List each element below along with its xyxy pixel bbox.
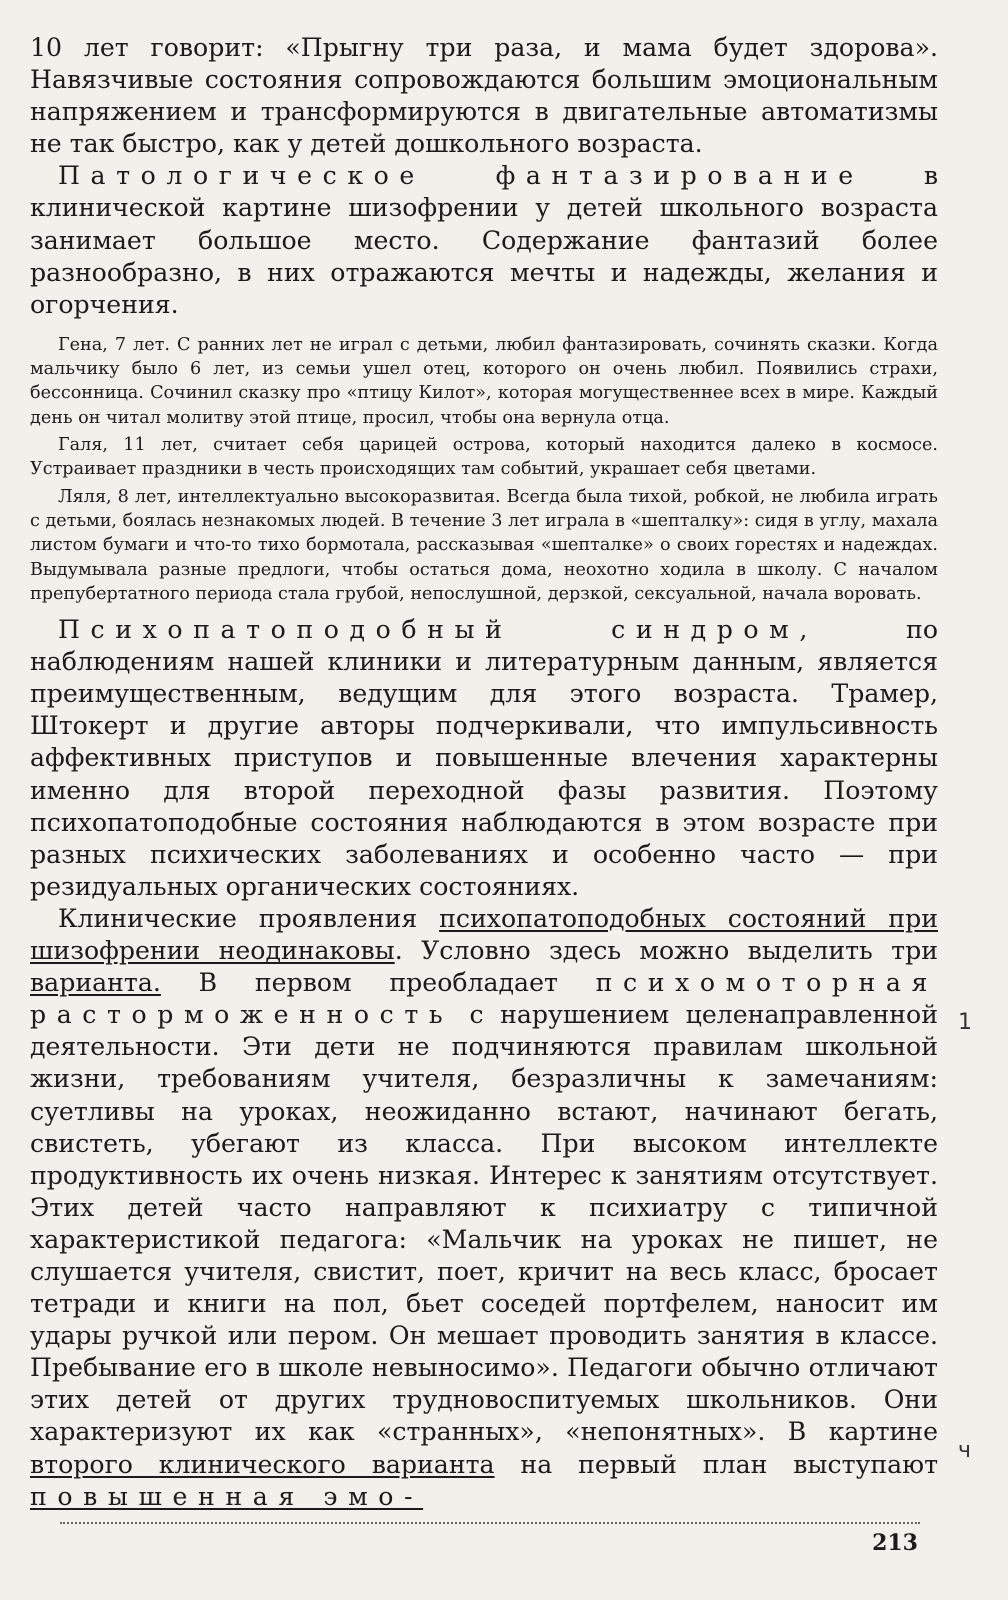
- paragraph-fantasizing-text: в клинической картине шизофрении у детей школьного возраста занимает большое место. Содержание фантазий более разнообразно, в них отражаются мечты и надежды, желания и огорчения.: [30, 161, 939, 319]
- paragraph-continuation: 10 лет говорит: «Прыгну три раза, и мама будет здорова». Навязчивые состояния сопровождаются большим эмоциональным напряжением и трансформируются в двигательные автоматизмы не так быстро, как у детей дошкольного возраста.: [30, 33, 938, 159]
- underlined-phrase: психопатоподобных состояний при шизофрении неодинаковы: [30, 903, 938, 966]
- term-pathological-fantasizing: Патологическое фантазирование: [58, 161, 864, 191]
- term-psychomotor-disinhibition: психомоторная расторможенность: [30, 968, 938, 1030]
- text-run: В первом преобладает: [160, 968, 596, 998]
- underlined-phrase: второго клинического варианта: [30, 1449, 495, 1479]
- text-run: на первый план выступают: [494, 1449, 938, 1479]
- term-psychopathic-syndrome: Психопатоподобный синдром,: [58, 615, 818, 645]
- case-reports: [30, 333, 938, 606]
- paragraph-psychopathic-syndrome: [30, 614, 938, 903]
- term-increased-emotionality: повышенная эмо-: [30, 1481, 424, 1511]
- paragraph-fantasizing: [30, 160, 938, 320]
- paragraph-clinical-variants: [30, 903, 938, 1513]
- case-lyalya: Ляля, 8 лет, интеллектуально высокоразвитая. Всегда была тихой, робкой, не любила играть с детьми, боялась незнакомых людей. В течение 3 лет играла в «шепталку»: сидя в углу, махала листом бумаги и что-то тихо бормотала, рассказывая «шепталке» о своих горестях и надеждах. Выдумывала разные предлоги, чтобы остаться дома, неохотно ходила в школу. С началом препубертатного периода стала грубой, непослушной, дерзкой, сексуальной, начала воровать.: [30, 486, 938, 604]
- text-run: Клинические проявления: [58, 903, 440, 933]
- page-number: 213: [872, 1530, 918, 1556]
- case-galya: Галя, 11 лет, считает себя царицей острова, который находится далеко в космосе. Устраивает праздники в честь происходящих там событий, украшает себя цветами.: [30, 435, 938, 480]
- page-body: [30, 32, 938, 1572]
- underlined-phrase: варианта.: [30, 968, 161, 998]
- margin-note-2: ч: [958, 1438, 971, 1463]
- paragraph-psychopathic-text: по наблюдениям нашей клиники и литературным данным, является преимущественным, ведущим для этого возраста. Трамер, Штокерт и другие авторы подчеркивали, что импульсивность аффективных приступов и повышенные влечения характерны именно для второй переходной фазы развития. Поэтому психопатоподобные состояния наблюдаются в этом возрасте при разных психических заболеваниях и особенно часто — при резидуальных органических состояниях.: [30, 615, 938, 901]
- text-run: . Условно здесь можно выделить три: [394, 936, 938, 966]
- pencil-underline: [60, 1518, 920, 1524]
- text-run: с нарушением целенаправленной деятельности. Эти дети не подчиняются правилам школьной жизни, требованиям учителя, безразличны к замечаниям: суетливы на уроках, неожиданно встают, начинают бегать, свистеть, убегают из класса. При высоком интеллекте продуктивность их очень низкая. Интерес к занятиям отсутствует. Этих детей часто направляют к психиатру с типичной характеристикой педагога: «Мальчик на уроках не пишет, не слушается учителя, свистит, поет, кричит на весь класс, бросает тетради и книги на пол, бьет соседей портфелем, наносит им удары ручкой или пером. Он мешает проводить занятия в классе. Пребывание его в школе невыносимо». Педагоги обычно отличают этих детей от других трудновоспитуемых школьников. Они характеризуют их как «странных», «непонятных». В картине: [30, 1000, 938, 1447]
- margin-note-1: 1: [958, 1010, 972, 1035]
- case-gena: Гена, 7 лет. С ранних лет не играл с детьми, любил фантазировать, сочинять сказки. Когда мальчику было 6 лет, из семьи ушел отец, которого он очень любил. Появились страхи, бессонница. Сочинил сказку про «птицу Килот», которая могущественнее всех в мире. Каждый день он читал молитву этой птице, просил, чтобы она вернула отца.: [30, 334, 938, 428]
